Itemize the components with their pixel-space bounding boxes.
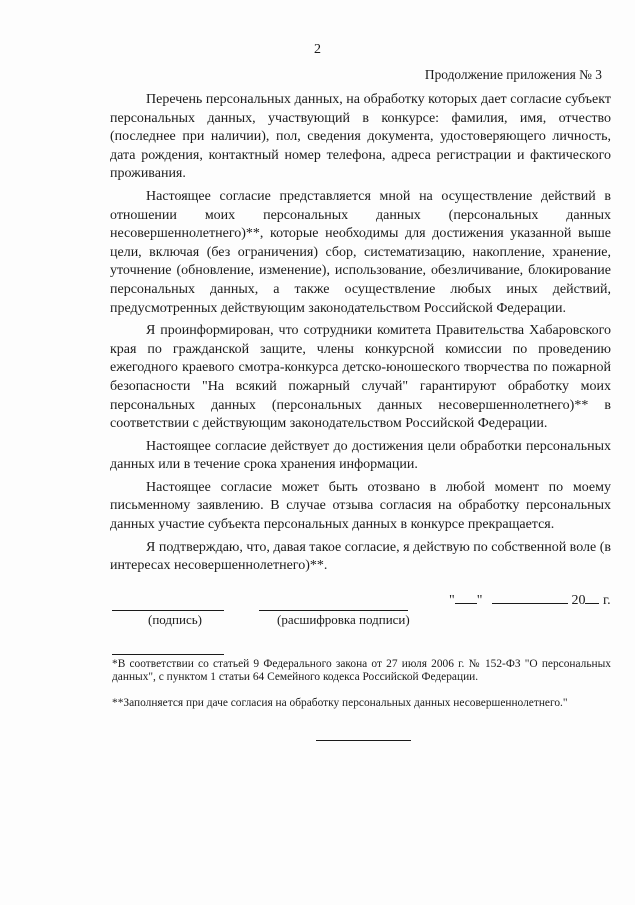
footnote-separator [112, 654, 224, 655]
paragraph-validity: Настоящее согласие действует до достижения цели обработки персональных данных или в течение срока хранения информации. [110, 438, 611, 473]
signature-decode-caption: (расшифровка подписи) [277, 612, 410, 627]
paragraph-consent-actions: Настоящее согласие представляется мной на осуществление действий в отношении моих персональных данных (персональных данных несовершеннолетнего)**, которые необходимы для достижения указанной выше цели, включая (без ограничения) сбор, систематизацию, накопление, хранение, уточнение (обновление, изменение), использование, обезличивание, блокирование персональных данных, а также осуществление любых иных действий, предусмотренных действующим законодательством Российской Федерации. [110, 188, 611, 316]
signature-line [112, 610, 224, 611]
end-rule [316, 740, 411, 741]
quote-close: " [476, 593, 483, 608]
paragraph-data-list: Перечень персональных данных, на обработку которых дает согласие субъект персональных данных, участвующий в конкурсе: фамилия, имя, отчество (последнее при наличии), пол, сведения документа, удостоверяющего личность, дата рождения, контактный номер телефона, адреса регистрации и фактического проживания. [110, 92, 611, 182]
paragraph-informed: Я проинформирован, что сотрудники комитета Правительства Хабаровского края по гражданской защите, члены конкурсной комиссии по проведению ежегодного краевого смотра-конкурса детско-юношеского творчества по пожарной безопасности "На всякий пожарный случай" гарантируют обработку моих персональных данных (персональных данных несовершеннолетнего)** в соответствии с действующим законодательством Российской Федерации. [110, 323, 611, 432]
signature-caption: (подпись) [148, 612, 202, 627]
page-number: 2 [314, 42, 321, 57]
month-blank [492, 591, 568, 604]
quote-open: " [449, 593, 455, 608]
footnote-2: **Заполняется при даче согласия на обработку персональных данных несовершеннолетнего." [112, 697, 568, 709]
paragraph-confirmation: Я подтверждаю, что, давая такое согласие, я действую по собственной воле (в интересах несовершеннолетнего)**. [110, 539, 611, 574]
date-field [449, 591, 611, 609]
year-suffix: г. [599, 593, 611, 608]
footnote-1: *В соответствии со статьей 9 Федерального закона от 27 июля 2006 г. № 152-ФЗ "О персональных данных", с пунктом 1 статьи 64 Семейного кодекса Российской Федерации. [112, 658, 611, 683]
consent-body [110, 91, 611, 580]
paragraph-revocation: Настоящее согласие может быть отозвано в любой момент по моему письменному заявлению. В случае отзыва согласия на обработку персональных данных участие субъекта персональных данных в конкурсе прекращается. [110, 479, 611, 533]
year-blank [585, 591, 599, 604]
day-blank [455, 591, 477, 604]
year-prefix: 20 [571, 593, 586, 608]
appendix-continuation: Продолжение приложения № 3 [424, 67, 602, 82]
signature-decode-line [259, 610, 408, 611]
